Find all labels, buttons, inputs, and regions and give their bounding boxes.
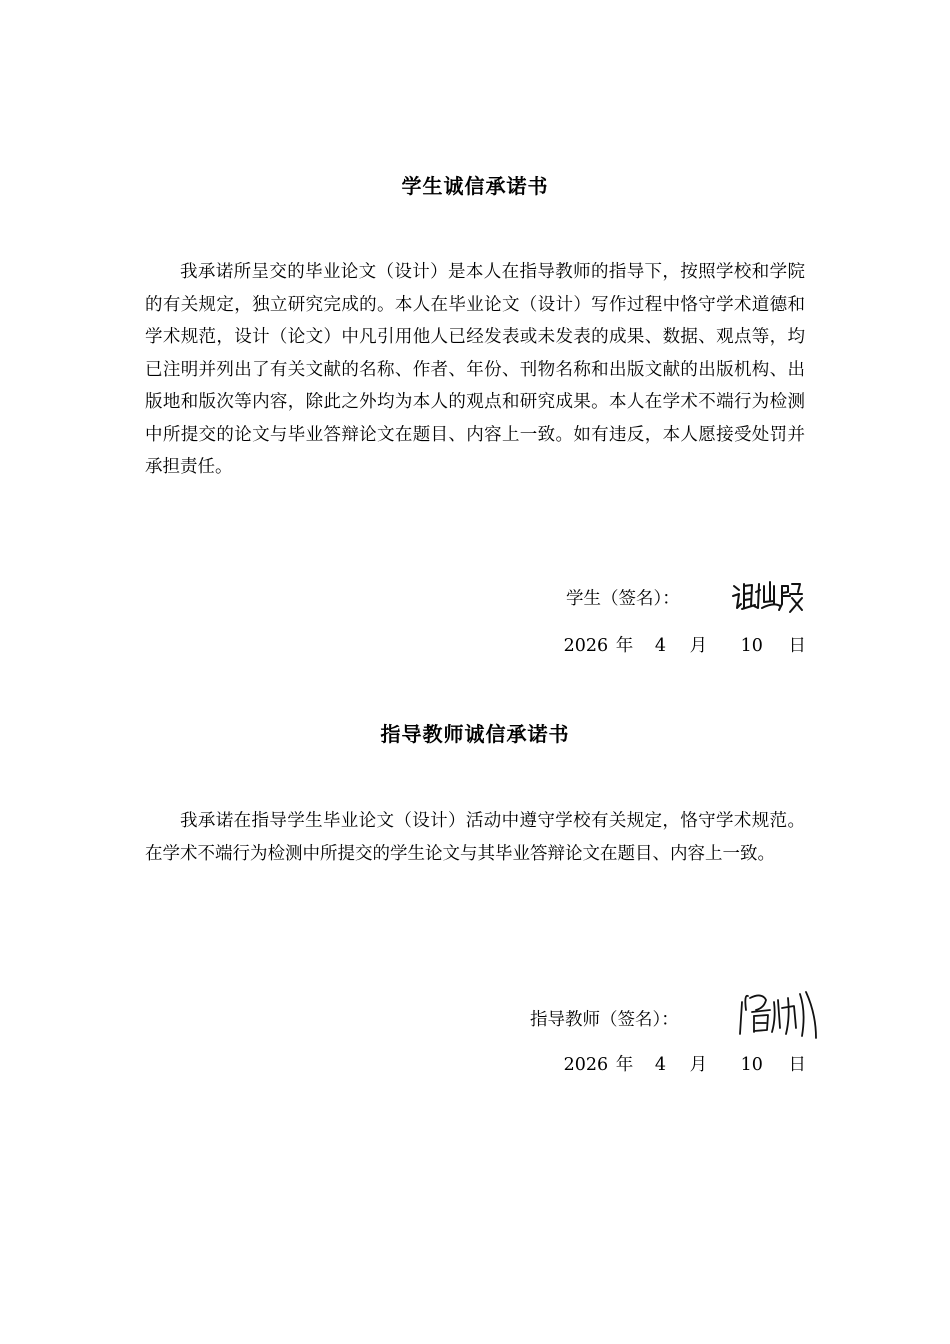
student-date-year: 2026 <box>563 636 609 656</box>
student-signature <box>730 578 806 616</box>
student-date-month: 4 <box>654 636 666 656</box>
teacher-date-year-unit: 年 <box>615 1055 634 1075</box>
teacher-pledge-body: 我承诺在指导学生毕业论文（设计）活动中遵守学校有关规定，恪守学术规范。在学术不端行为检测中所提交的学生论文与其毕业答辩论文在题目、内容上一致。 <box>145 811 805 864</box>
teacher-date-year: 2026 <box>563 1055 609 1075</box>
teacher-date <box>564 1051 806 1076</box>
teacher-date-month: 4 <box>654 1055 666 1075</box>
teacher-date-day-unit: 日 <box>788 1055 806 1075</box>
student-pledge-body: 我承诺所呈交的毕业论文（设计）是本人在指导教师的指导下，按照学校和学院的有关规定，独立研究完成的。本人在毕业论文（设计）写作过程中恪守学术道德和学术规范，设计（论文）中凡引用他人已经发表或未发表的成果、数据、观点等，均已注明并列出了有关文献的名称、作者、年份、刊物名称和出版文献的出版机构、出版地和版次等内容，除此之外均为本人的观点和研究成果。本人在学术不端行为检测中所提交的论文与毕业答辩论文在题目、内容上一致。如有违反，本人愿接受处罚并承担责任。 <box>145 262 805 477</box>
student-date-year-unit: 年 <box>615 636 634 656</box>
teacher-date-day: 10 <box>740 1055 763 1075</box>
student-date <box>564 632 806 657</box>
teacher-signature <box>736 988 820 1042</box>
teacher-sign-label: 指导教师（签名）： <box>530 1010 679 1030</box>
teacher-date-month-unit: 月 <box>689 1055 708 1075</box>
student-date-month-unit: 月 <box>689 636 708 656</box>
student-pledge-title: 学生诚信承诺书 <box>401 174 549 198</box>
student-date-day: 10 <box>740 636 763 656</box>
student-sign-label: 学生（签名）： <box>566 589 680 609</box>
student-date-day-unit: 日 <box>788 636 806 656</box>
teacher-pledge-title: 指导教师诚信承诺书 <box>380 722 570 746</box>
